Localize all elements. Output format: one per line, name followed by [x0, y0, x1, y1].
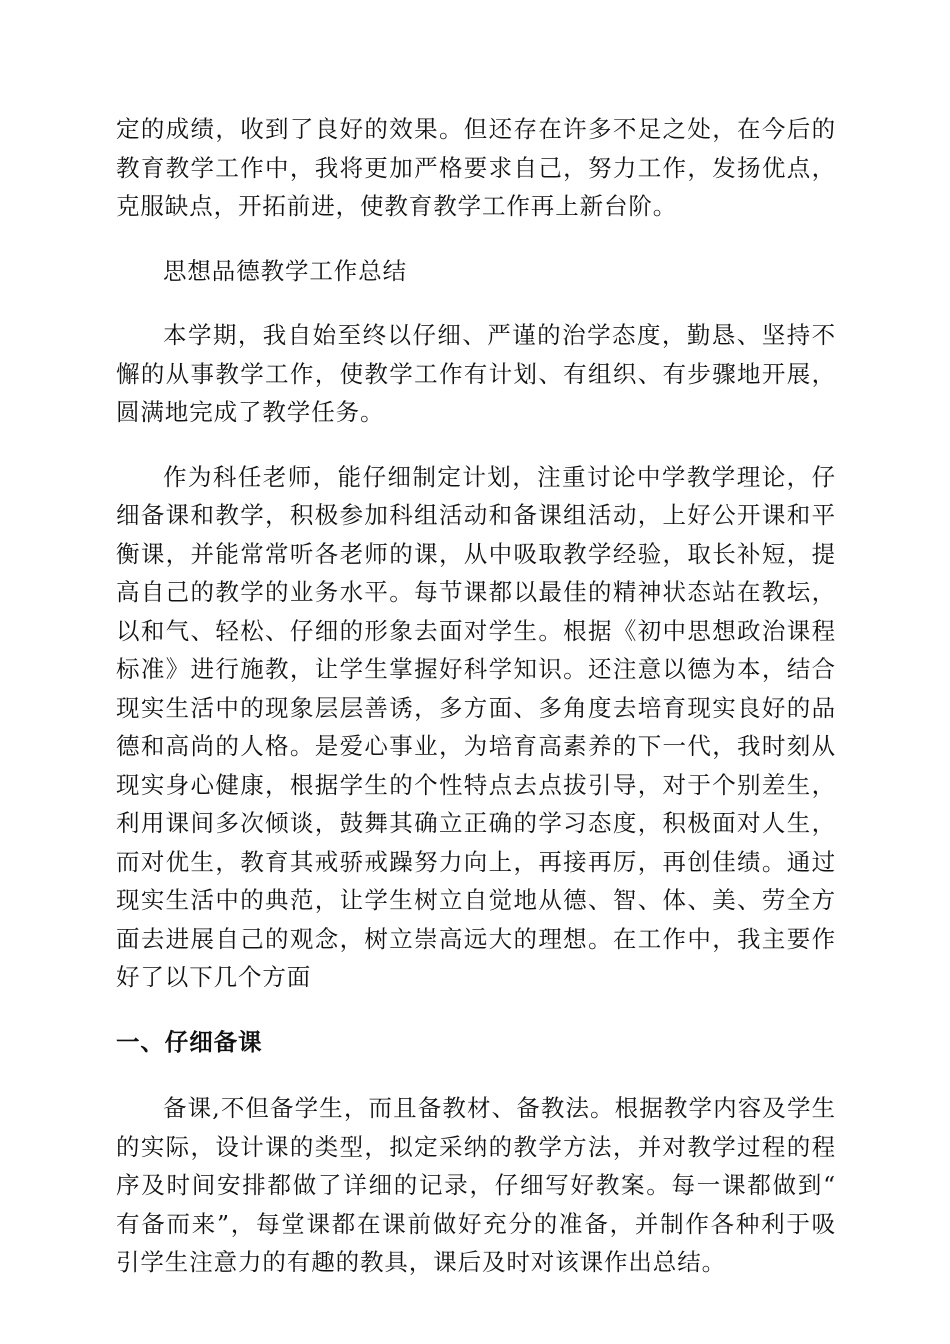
intro-paragraph: 本学期，我自始至终以仔细、严谨的治学态度，勤恳、坚持不懈的从事教学工作，使教学工作有计划、有组织、有步骤地开展，圆满地完成了教学任务。 — [116, 321, 836, 426]
teacher-role-paragraph: 作为科任老师，能仔细制定计划，注重讨论中学教学理论，仔细备课和教学，积极参加科组活动和备课组活动，上好公开课和平衡课，并能常常听各老师的课，从中吸取教学经验，取长补短，提高自己的教学的业务水平。每节课都以最佳的精神状态站在教坛，以和气、轻松、仔细的形象去面对学生。根据《初中思想政治课程标准》进行施教，让学生掌握好科学知识。还注意以德为本，结合现实生活中的现象层层善诱，多方面、多角度去培育现实良好的品德和高尚的人格。是爱心事业，为培育高素养的下一代，我时刻从现实身心健康，根据学生的个性特点去点拔引导，对于个别差生，利用课间多次倾谈，鼓舞其确立正确的学习态度，积极面对人生，而对优生，教育其戒骄戒躁努力向上，再接再厉，再创佳绩。通过现实生活中的典范，让学生树立自觉地从德、智、体、美、劳全方面去进展自己的观念，树立崇高远大的理想。在工作中，我主要作好了以下几个方面 — [116, 462, 836, 991]
continuation-paragraph: 定的成绩，收到了良好的效果。但还存在许多不足之处，在今后的教育教学工作中，我将更加严格要求自己，努力工作，发扬优点，克服缺点，开拓前进，使教育教学工作再上新台阶。 — [116, 115, 836, 220]
section-title-preparation: 一、仔细备课 — [116, 1027, 263, 1056]
preparation-paragraph: 备课,不但备学生，而且备教材、备教法。根据教学内容及学生的实际，设计课的类型，拟定采纳的教学方法，并对教学过程的程序及时间安排都做了详细的记录，仔细写好教案。每一课都做到“有备而来”，每堂课都在课前做好充分的准备，并制作各种利于吸引学生注意力的有趣的教具，课后及时对该课作出总结。 — [116, 1094, 836, 1276]
document-subtitle: 思想品德教学工作总结 — [163, 256, 407, 285]
document-page — [116, 110, 836, 1308]
